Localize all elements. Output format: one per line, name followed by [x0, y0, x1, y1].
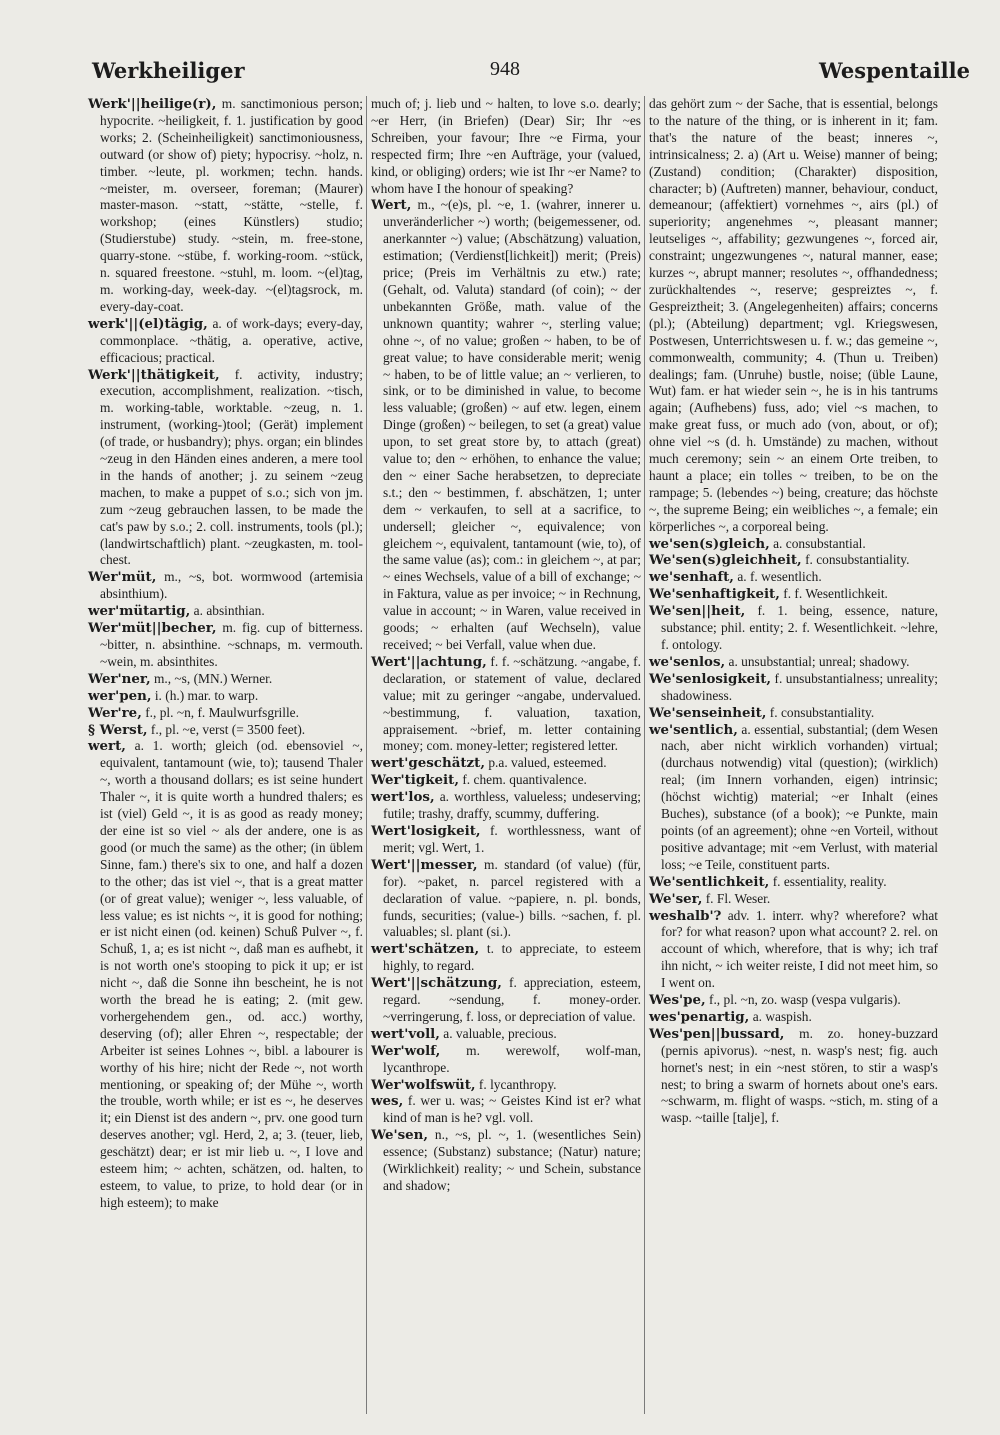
dictionary-entry [88, 96, 363, 316]
dictionary-entry [649, 874, 938, 891]
column-rule [366, 96, 367, 1414]
entry-headword: we'sentlich, [649, 721, 738, 738]
dictionary-entry [649, 722, 938, 874]
entry-text: m., ~(e)s, pl. ~e, 1. (wahrer, innerer u. unveränderlicher ~) worth; (beigemessener, od. anerkannter ~) value; (Abschätzung) valuation, estimation; (Verdienst[lichkeit]) merit; (Preis) price; (Preis im Verhältnis zu etw.) rate; (Gehalt, od. Valuta) standard (of coin); ~ der unbekannten Größe, math. value of the unknown quantity; wahrer ~, sterling value; ohne ~, of no value; großen ~ haben, to be of great value; to have considerable merit; wenig ~ haben, to be of little value; an ~ verlieren, to sink, or to be diminished in value, to become less valuable; (großen) ~ auf etw. legen, einem Dinge (großen) ~ beilegen, to set (a great) value upon, to set great store by, to attach (great) value to; den ~ erhöhen, to enhance the value; den ~ einer Sache herabsetzen, to depreciate s.t.; den ~ bestimmen, f. abschätzen, 1; unter dem ~ verkaufen, to sell at a sacrifice, to undersell; gleicher ~, equivalence; von gleichem ~, equivalent, tantamount (wie, to), of the same value (as); com.: in gleichem ~, at par; ~ eines Wechsels, value of a bill of exchange; ~ in Faktura, value as per invoice; ~ in Rechnung, value in account; ~ in Waren, value received in goods; ~ erhalten (auf Wechseln), value received; ~ bei Verfall, value when due. [383, 197, 641, 652]
entry-text: n., ~s, pl. ~, 1. (wesentliches Sein) essence; (Substanz) substance; (Natur) nature; (Wirklichkeit) reality; ~ und Schein, substance and shadow; [383, 1127, 641, 1193]
entry-text: a. absinthian. [190, 603, 265, 619]
dictionary-entry [88, 316, 363, 367]
dictionary-entry [371, 1093, 641, 1127]
dictionary-entry [371, 654, 641, 755]
entry-text: f., pl. ~e, verst (= 3500 feet). [147, 721, 306, 737]
entry-headword: Wer'wolf, [371, 1042, 441, 1059]
dictionary-entry [371, 772, 641, 789]
dictionary-entry [371, 941, 641, 975]
dictionary-entry [88, 671, 363, 688]
dictionary-entry [88, 722, 363, 739]
entry-headword: § Werst, [88, 721, 148, 738]
dictionary-entry [371, 1077, 641, 1094]
dictionary-entry [649, 654, 938, 671]
column-2 [371, 96, 641, 1195]
dictionary-entry [649, 891, 938, 908]
dictionary-entry [371, 197, 641, 653]
entry-headword: Wer'wolfswüt, [371, 1076, 476, 1093]
header-right-catchword: Wespentaille [819, 58, 970, 83]
entry-headword: We'ser, [649, 890, 703, 907]
entry-text: f. 1. being, essence, nature, substance; phil. entity; 2. f. Wesentlichkeit. ~lehre, f. ontology. [661, 603, 938, 652]
dictionary-entry [649, 1026, 938, 1127]
entry-text: a. worthless, valueless; undeserving; futile; trashy, draffy, scummy, duffering. [383, 789, 641, 822]
entry-headword: We'senlosigkeit, [649, 670, 772, 687]
entry-headword: wer'pen, [88, 687, 152, 704]
column-rule [644, 96, 645, 1414]
entry-headword: wert'los, [371, 789, 435, 806]
entry-text: f. consubstantiality. [801, 552, 910, 568]
dictionary-entry [88, 738, 363, 1211]
dictionary-entry [649, 536, 938, 553]
entry-text: m. zo. honey-buzzard (pernis apivorus). ~nest, n. wasp's nest; fig. auch hornet's nest; in ein ~nest stören, to stir a wasp's nest; to bring a swarm of hornets about one's ears. ~schwarm, m. flight of wasps. ~stich, m. sting of a wasp. ~taille [talje], f. [661, 1025, 938, 1126]
entry-headword: werk'||(el)tägig, [88, 315, 208, 332]
entry-headword: Wer'müt, [88, 569, 157, 586]
entry-text: a. 1. worth; gleich (od. ebensoviel ~, equivalent, tantamount (wie, to); tausend Thaler ~, worth a thousand dollars; es ist seine hundert Thaler ~, it is quite worth a hundred thalers; es ist (viel) Geld ~, it is as good as ready money; der eine ist so viel ~ als der andere, one is as good (or much the same) as the other; (in üblem Sinne, fam.) there's six to one, and half a dozen to the other; das ist viel ~, that is a great matter (or of great value); weniger ~, less valuable, of less value; es ist nichts ~, it is good for nothing; er ist nicht einen (od. keinen) Schuß Pulver ~, f. Schuß, 1, a; es ist nicht ~, daß man es aufhebt, it is not worth one's stooping to pick it up; er ist nicht ~, daß die Sonne ihn bescheint, he is not worth the bread he is eating; 2. (mit gew. vorhergehendem gen., od. acc.) worthy, deserving (of); aller Ehren ~, respectable; der Arbeiter ist seines Lohnes ~, bibl. a labourer is worthy of his hire; nicht der Rede ~, not worth mentioning, or speaking of; der Mühe ~, worth the trouble, worth while; er ist es ~, he deserves it; ein Dienst ist des andern ~, prv. one good turn deserves another; vgl. Herd, 2, a; 3. (teuer, lieb, geschätzt) dear; er ist mir lieb u. ~, I love and esteem him; ~ achten, schätzen, od. halten, to esteem, to value, to prize, to hold dear (or in high esteem); to make [100, 738, 363, 1210]
entry-text: adv. 1. interr. why? wherefore? what for? for what reason? upon what account? 2. rel. on account of which, wherefore, that is why; ich traf ihn nicht, ~ ich weiter reiste, I did not meet him, so I went on. [661, 907, 938, 991]
entry-text: m. werewolf, wolf-man, lycanthrope. [383, 1042, 641, 1075]
entry-headword: Wes'pen||bussard, [649, 1025, 785, 1042]
page-number: 948 [490, 58, 520, 80]
entry-text: m., ~s, bot. wormwood (artemisia absinthium). [100, 569, 363, 602]
entry-headword: We'sen(s)gleichheit, [649, 552, 802, 569]
dictionary-entry [371, 857, 641, 942]
entry-headword: Wert'||messer, [371, 856, 478, 873]
entry-headword: Wert'losigkeit, [371, 822, 481, 839]
entry-headword: We'sen||heit, [649, 603, 746, 620]
entry-text: das gehört zum ~ der Sache, that is essential, belongs to the nature of the thing, or is inherent in it; fam. that's the nature of the beast; inneres ~, intrinsicalness; 2. a) (Art u. Weise) manner of being; (Zustand) condition; (Charakter) disposition, character; b) (Auftreten) manner, behaviour, conduct, demeanour; (affektiert) vornehmes ~, airs (pl.) of superiority; angenehmes ~, pleasant manner; leutseliges ~, affability; gezwungenes ~, forced air, constraint; ungezwungenes ~, natural manner, ease; kurzes ~, abrupt manner; resolutes ~, offhandedness; zurückhaltendes ~, reserve; gespreiztes ~, f. Gespreiztheit; 3. (Angelegenheiten) affairs; concerns (pl.); (Abteilung) department; vgl. Kriegswesen, Postwesen, Unterrichtswesen u. f. w.; das gemeine ~, commonwealth, community; 4. (Thun u. Treiben) dealings; fam. (Unruhe) bustle, noise; (üble Laune, Wut) fam. er hat wieder sein ~, he is in his tantrums again; (Aufhebens) fuss, ado; viel ~s machen, to make great fuss, or much ado (von, about, or of); ohne viel ~s (d. h. Umstände) zu machen, without much ceremony; sein ~ an einem Orte treiben, to haunt a place; ein tolles ~ treiben, to be on the rampage; 5. (lebendes ~) being, creature; das höchste ~, the supreme Being; ein weibliches ~, a female; ein körperliches ~, a corporeal being. [649, 96, 938, 534]
entry-headword: Wert, [371, 197, 412, 214]
entry-continuation [371, 96, 641, 197]
entry-text: f. f. Wesentlichkeit. [779, 586, 888, 602]
entry-text: m., ~s, (MN.) Werner. [150, 670, 273, 686]
entry-headword: wert'voll, [371, 1025, 440, 1042]
entry-text: a. waspish. [749, 1008, 812, 1024]
entry-text: f. chem. quantivalence. [459, 772, 587, 788]
entry-text: f. lycanthropy. [475, 1076, 557, 1092]
entry-text: f. consubstantiality. [766, 704, 875, 720]
dictionary-entry [88, 603, 363, 620]
entry-continuation [649, 96, 938, 536]
entry-text: a. of work-days; every-day, commonplace. ~thätig, a. operative, active, efficacious; practical. [100, 315, 363, 365]
entry-text: i. (h.) mar. to warp. [151, 687, 259, 703]
dictionary-entry [88, 569, 363, 603]
dictionary-entry [649, 586, 938, 603]
entry-text: f. f. ~schätzung. ~angabe, f. declaration, or statement of value, declared value; mit zu geringer ~angabe, undervalued. ~bestimmung, f. valuation, taxation, appraisement. ~brief, m. letter containing money; com. money-letter; registered letter. [383, 653, 641, 754]
entry-headword: Werk'||heilige(r), [88, 96, 217, 112]
dictionary-entry [88, 367, 363, 570]
entry-text: f. Fl. Weser. [702, 890, 771, 906]
dictionary-entry [371, 1127, 641, 1195]
dictionary-entry [88, 688, 363, 705]
entry-text: f. appreciation, esteem, regard. ~sendung, f. money-order. ~verringerung, f. loss, or depreciation of value. [383, 975, 641, 1024]
entry-headword: wert, [88, 738, 126, 755]
entry-headword: we'senhaft, [649, 569, 734, 586]
entry-headword: weshalb'? [649, 907, 722, 924]
entry-headword: We'senhaftigkeit, [649, 586, 780, 603]
dictionary-entry [649, 603, 938, 654]
entry-text: m. standard (of value) (für, for). ~paket, n. parcel registered with a declaration of value. ~papiere, n. pl. bonds, funds, securities; (value-) bills. ~sachen, f. pl. valuables; sl. plant (si.). [383, 856, 641, 940]
dictionary-entry [649, 1009, 938, 1026]
dictionary-entry [371, 789, 641, 823]
entry-text: f., pl. ~n, f. Maulwurfsgrille. [141, 704, 299, 720]
dictionary-entry [649, 908, 938, 993]
entry-text: a. valuable, precious. [439, 1025, 557, 1041]
entry-text: f. worthlessness, want of merit; vgl. Wert, 1. [383, 822, 641, 855]
dictionary-entry [371, 975, 641, 1026]
entry-headword: Wer'ner, [88, 670, 151, 687]
entry-headword: wes, [371, 1093, 404, 1110]
dictionary-entry [371, 755, 641, 772]
entry-text: t. to appreciate, to esteem highly, to regard. [383, 941, 641, 974]
entry-text: much of; j. lieb und ~ halten, to love s.o. dearly; ~er Herr, (in Briefen) (Dear) Sir; Ihr ~es Schreiben, your favour; Ihre ~e Firma, your respected firm; Ihre ~en Aufträge, your (valued, kind, or obliging) orders; wie ist Ihr ~er Name? to whom have I the honour of speaking? [371, 96, 641, 196]
entry-text: a. consubstantial. [769, 535, 866, 551]
entry-headword: wert'geschätzt, [371, 755, 486, 772]
dictionary-entry [649, 552, 938, 569]
entry-headword: We'sen, [371, 1127, 429, 1144]
column-1 [88, 96, 363, 1212]
entry-text: f. unsubstantialness; unreality; shadowiness. [661, 670, 938, 703]
dictionary-entry [371, 823, 641, 857]
entry-text: f. activity, industry; execution, accomplishment, realization. ~tisch, m. working-table, worktable. ~zeug, n. 1. instrument, (working-)tool; (Gerät) implement (of trade, or husbandry); phys. organ; ein blindes ~zeug in den Händen eines anderen, a mere tool in the hands of another; j. zu seinem ~zeug machen, to make a puppet of s.o.; sich von jm. zum ~zeug gebrauchen lassen, to be made the cat's paw by s.o.; 2. coll. instruments, tools (pl.); (landwirtschaftlich) plant. ~zeugkasten, m. tool-chest. [100, 366, 363, 568]
dictionary-entry [88, 705, 363, 722]
dictionary-entry [371, 1026, 641, 1043]
entry-text: f. wer u. was; ~ Geistes Kind ist er? what kind of man is he? vgl. voll. [383, 1093, 641, 1126]
entry-headword: wer'mütartig, [88, 603, 191, 620]
entry-text: p.a. valued, esteemed. [485, 755, 607, 771]
entry-headword: we'sen(s)gleich, [649, 535, 770, 552]
entry-headword: Wer'tigkeit, [371, 772, 459, 789]
entry-headword: We'sentlichkeit, [649, 873, 770, 890]
entry-text: a. unsubstantial; unreal; shadowy. [725, 653, 910, 669]
entry-headword: We'senseinheit, [649, 704, 767, 721]
entry-headword: wert'schätzen, [371, 941, 480, 958]
entry-headword: Wert'||achtung, [371, 653, 487, 670]
header-left-catchword: Werkheiliger [92, 58, 245, 83]
dictionary-entry [649, 569, 938, 586]
entry-text: m. sanctimonious person; hypocrite. ~heiligkeit, f. 1. justification by good works; 2. (Scheinheiligkeit) sanctimoniousness, outward (or show of) piety; hypocrisy. ~holz, n. timber. ~leute, pl. workmen; techn. hands. ~meister, m. overseer, foreman; (Maurer) master-mason. ~statt, ~stätte, ~stelle, f. workshop; (eines Künstlers) studio; (Studierstube) study. ~stein, m. free-stone, quarry-stone. ~stübe, f. working-room. ~stück, n. squared freestone. ~stuhl, m. loom. ~(el)tag, m. working-day, week-day. ~(el)tagsrock, m. every-day-coat. [100, 96, 363, 314]
entry-text: f. essentiality, reality. [769, 873, 887, 889]
dictionary-entry [371, 1043, 641, 1077]
entry-text: m. fig. cup of bitterness. ~bitter, n. absinthine. ~schnaps, m. vermouth. ~wein, m. absinthites. [100, 620, 363, 669]
entry-headword: Wert'||schätzung, [371, 975, 502, 992]
entry-headword: wes'penartig, [649, 1008, 750, 1025]
entry-text: f., pl. ~n, zo. wasp (vespa vulgaris). [705, 992, 901, 1008]
column-3 [649, 96, 938, 1127]
dictionary-entry [649, 992, 938, 1009]
entry-headword: Werk'||thätigkeit, [88, 366, 220, 383]
entry-headword: Wer're, [88, 704, 142, 721]
entry-headword: Wer'müt||becher, [88, 620, 217, 637]
entry-text: a. f. wesentlich. [733, 569, 822, 585]
dictionary-entry [88, 620, 363, 671]
entry-headword: we'senlos, [649, 653, 726, 670]
entry-text: a. essential, substantial; (dem Wesen nach, aber nicht wirklich vorhanden) virtual; (durchaus notwendig) vital (question); (wirklich) real; (im Innern vorhanden, eigen) intrinsic; (höchst wichtig) material; ~er Inhalt (eines Buches), substance (of a book); ~e Punkte, main points (of an agreement); ohne ~en Vorteil, without positive advantage; mit ~em Verlust, with material loss; ~e Teile, constituent parts. [661, 721, 938, 872]
dictionary-entry [649, 671, 938, 705]
dictionary-entry [649, 705, 938, 722]
entry-headword: Wes'pe, [649, 992, 706, 1009]
